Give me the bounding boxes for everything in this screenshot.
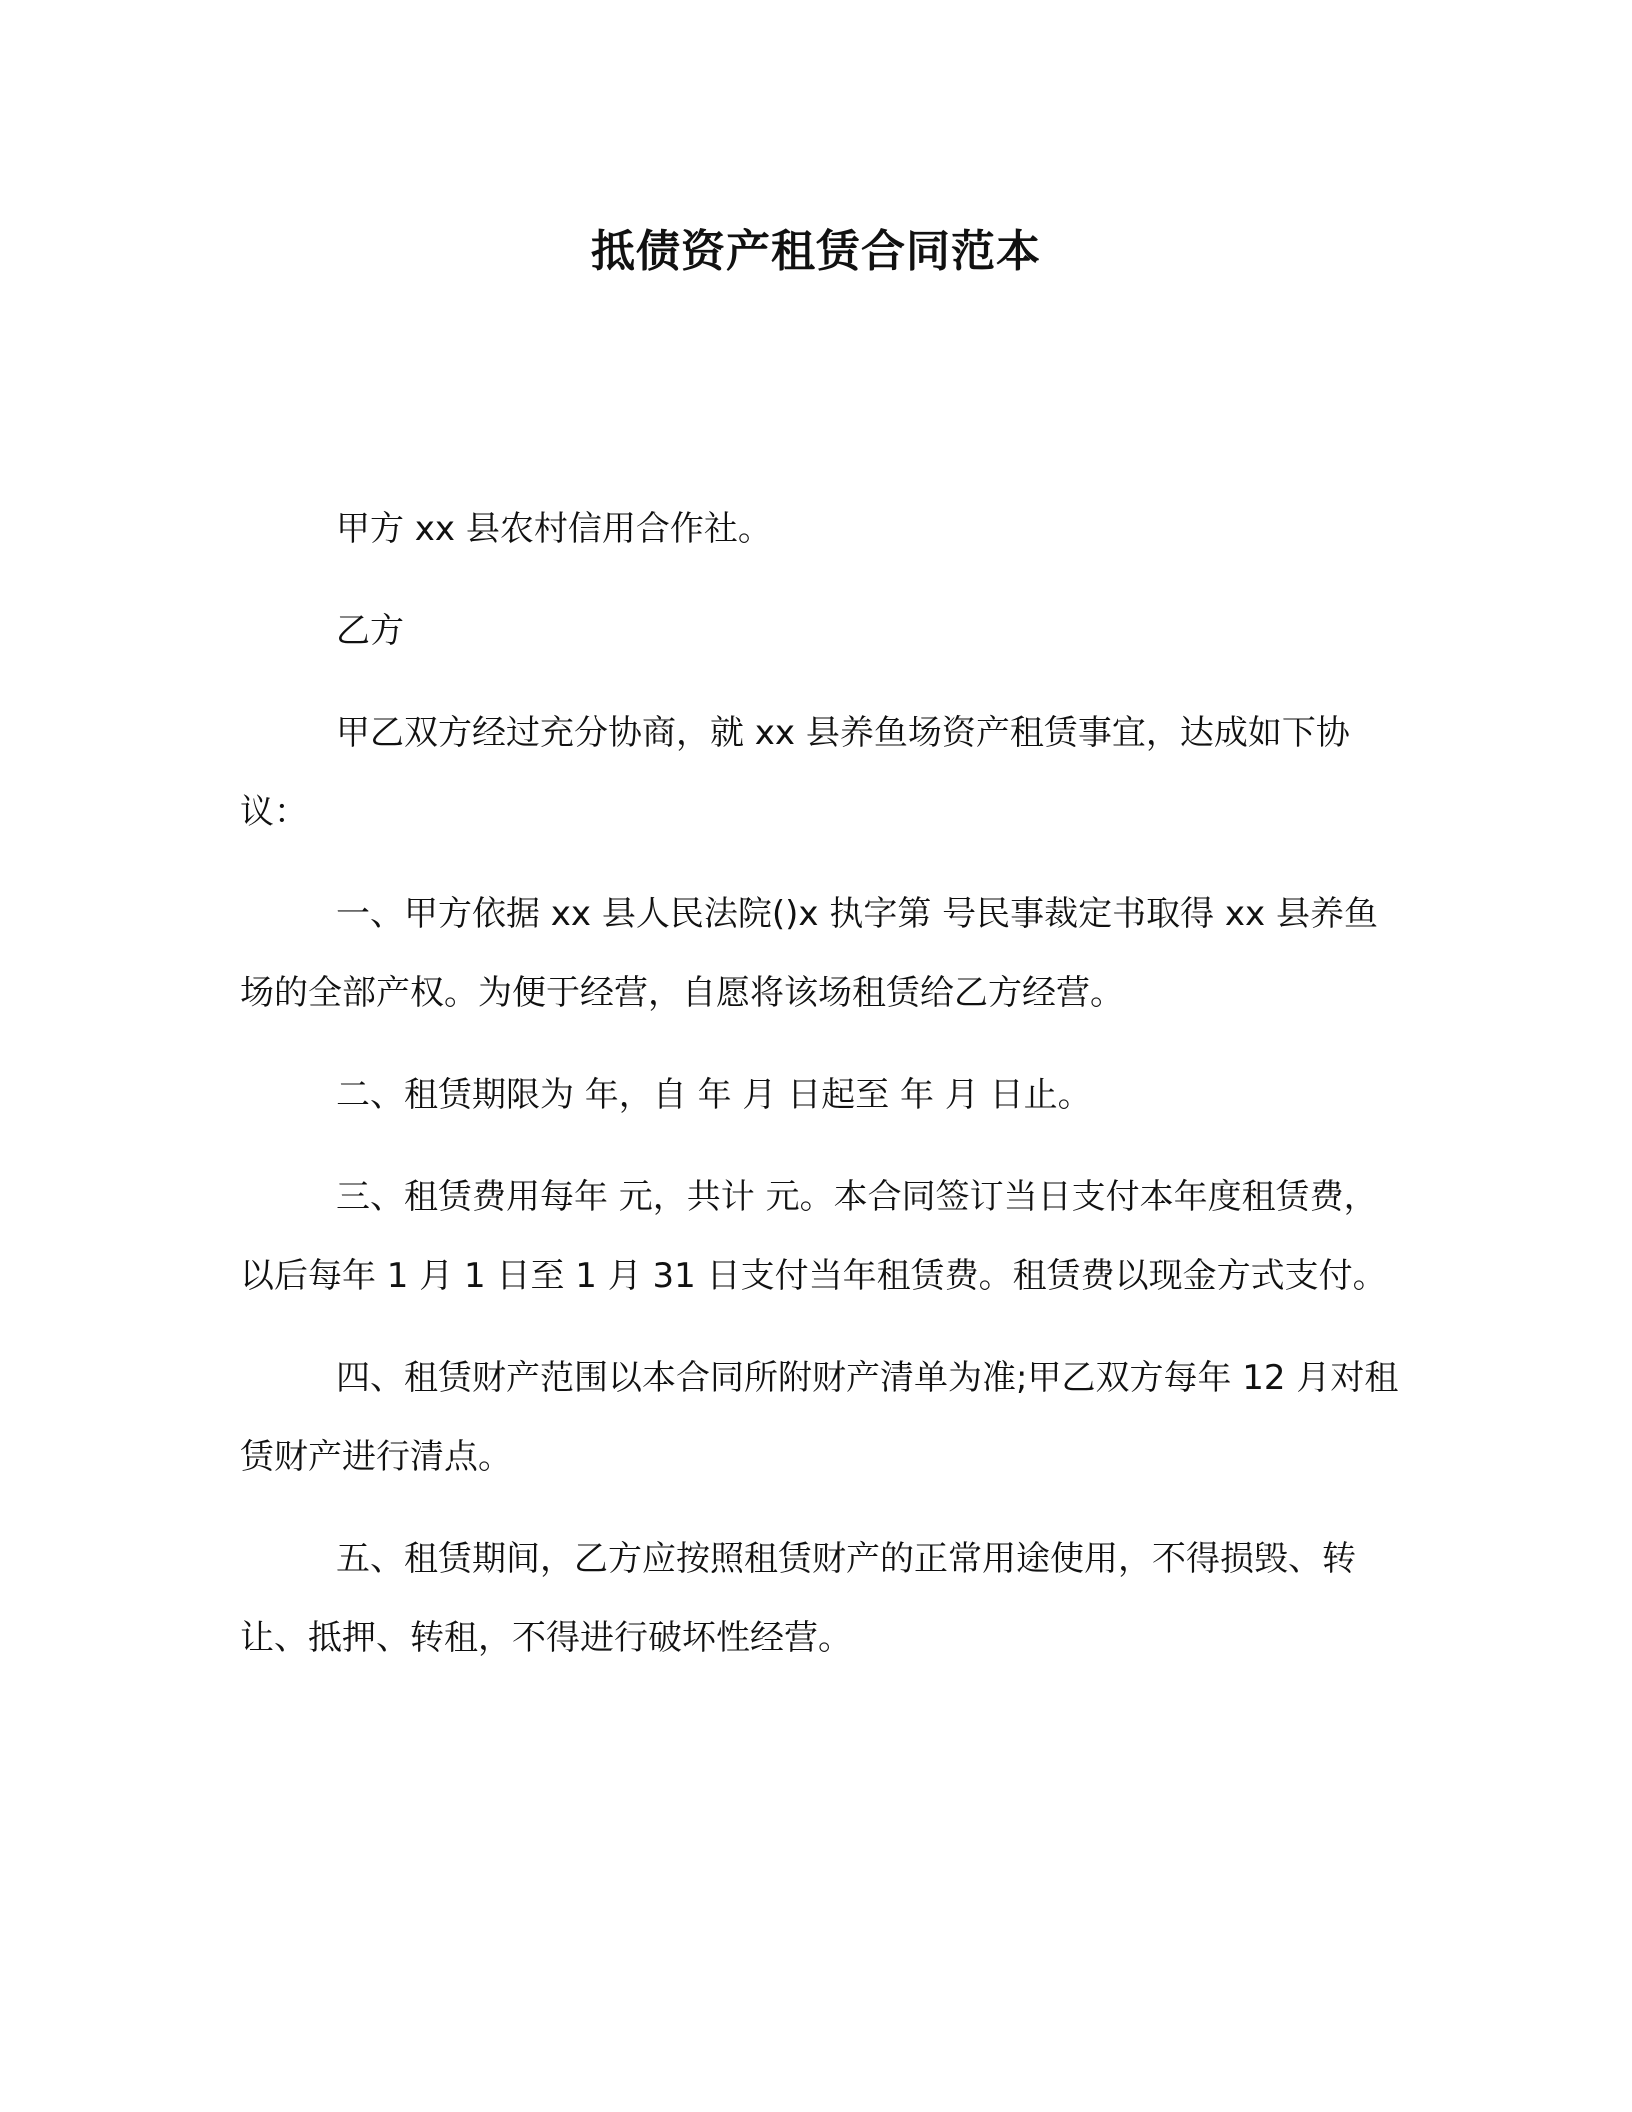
clause-2-paragraph: 二、租赁期限为 年，自 年 月 日起至 年 月 日止。 [336, 1075, 1092, 1115]
document-title: 抵债资产租赁合同范本 [591, 226, 1041, 277]
clause-3-paragraph: 三、租赁费用每年 元，共计 元。本合同签订当日支付本年度租赁费，以后每年 1 月 1 日至 1 月 31 日支付当年租赁费。租赁费以现金方式支付。 [240, 1177, 1387, 1296]
document-body [240, 490, 1400, 1701]
clause-4-paragraph: 四、租赁财产范围以本合同所附财产清单为准;甲乙双方每年 12 月对租赁财产进行清点。 [240, 1358, 1399, 1477]
clause-1-paragraph: 一、甲方依据 xx 县人民法院()x 执字第 号民事裁定书取得 xx 县养鱼场的全部产权。为便于经营，自愿将该场租赁给乙方经营。 [240, 894, 1378, 1013]
clause-5-paragraph: 五、租赁期间，乙方应按照租赁财产的正常用途使用，不得损毁、转让、抵押、转租，不得进行破坏性经营。 [240, 1539, 1356, 1658]
intro-paragraph: 甲乙双方经过充分协商，就 xx 县养鱼场资产租赁事宜，达成如下协议： [240, 713, 1350, 832]
party-b-paragraph: 乙方 [336, 611, 404, 651]
party-a-paragraph: 甲方 xx 县农村信用合作社。 [336, 509, 772, 549]
